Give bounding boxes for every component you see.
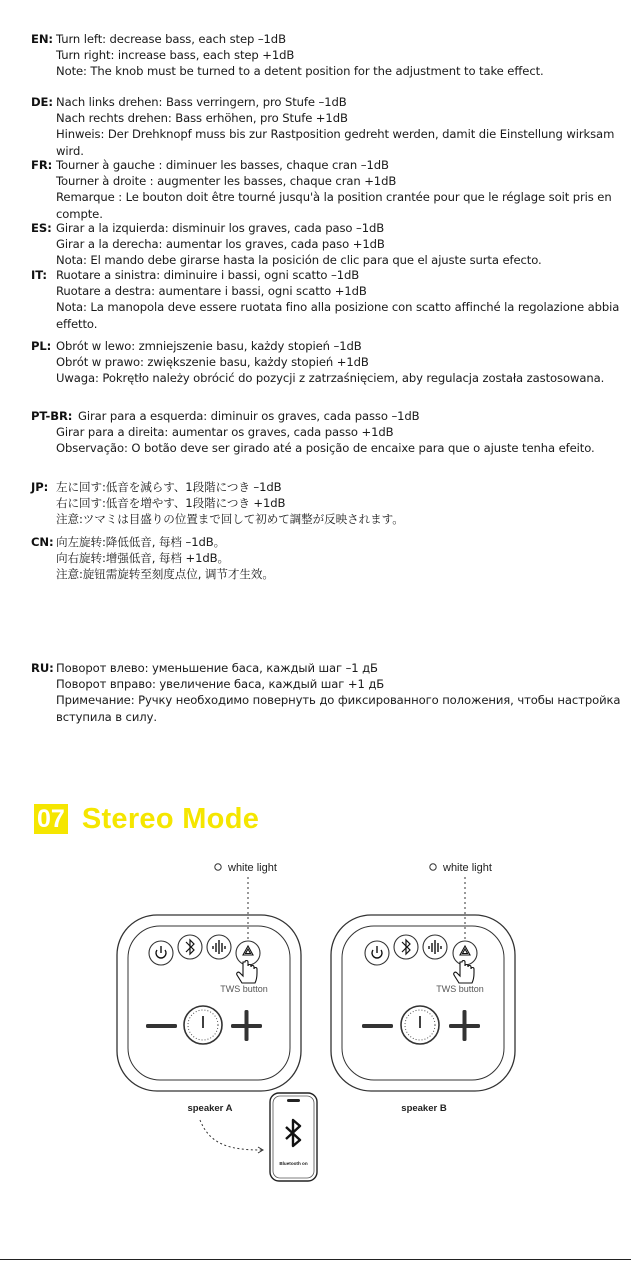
tws-label: TWS button xyxy=(220,984,268,994)
instruction-line: Tourner à droite : augmenter les basses, chaque cran +1dB xyxy=(56,174,397,189)
lang-block-cn xyxy=(32,534,622,583)
stereo-mode-diagram xyxy=(0,850,631,1190)
lang-block-fr xyxy=(32,157,622,222)
instruction-line: Ruotare a destra: aumentare i bassi, ogni scatto +1dB xyxy=(56,284,367,299)
lang-block-pt-br xyxy=(32,408,622,457)
light-indicator-a xyxy=(215,862,277,874)
lang-code: RU: xyxy=(31,661,54,675)
instruction-line: Nota: El mando debe girarse hasta la posición de clic para que el ajuste surta efecto. xyxy=(56,253,542,268)
instruction-line: Note: The knob must be turned to a detent position for the adjustment to take effect. xyxy=(56,64,544,79)
instruction-line: Turn left: decrease bass, each step –1dB xyxy=(56,32,286,46)
lang-code: JP: xyxy=(31,480,49,494)
bluetooth-icon xyxy=(178,935,202,959)
speaker-b-label: speaker B xyxy=(401,1103,447,1114)
lang-block-en xyxy=(32,31,622,80)
volume-knob xyxy=(184,1006,222,1044)
lang-code: PL: xyxy=(31,339,52,353)
tws-label: TWS button xyxy=(436,984,484,994)
volume-knob xyxy=(401,1006,439,1044)
phone xyxy=(270,1093,317,1181)
speaker-a xyxy=(117,877,301,1091)
instruction-line: 注意:ツマミは目盛りの位置まで回して初めて調整が反映されます。 xyxy=(56,512,404,527)
lang-block-it xyxy=(32,267,622,332)
instruction-line: Примечание: Ручку необходимо повернуть до фиксированного положения, чтобы настройка вступила в силу. xyxy=(56,693,621,724)
lang-code: EN: xyxy=(31,32,53,46)
lang-code: DE: xyxy=(31,95,53,109)
instruction-line: Observação: O botão deve ser girado até a posição de encaixe para que o ajuste tenha efeito. xyxy=(56,441,595,456)
instruction-line: Поворот вправо: увеличение баса, каждый шаг +1 дБ xyxy=(56,677,385,692)
instruction-line: 右に回す:低音を増やす、1段階につき +1dB xyxy=(56,496,286,511)
light-label: white light xyxy=(228,862,277,874)
lang-code: ES: xyxy=(31,221,52,235)
bottom-rule xyxy=(0,1259,631,1260)
section-title: Stereo Mode xyxy=(81,802,260,835)
instruction-line: Поворот влево: уменьшение баса, каждый шаг –1 дБ xyxy=(56,661,378,675)
instruction-line: Hinweis: Der Drehknopf muss bis zur Rastposition gedreht werden, damit die Einstellung wirksam wird. xyxy=(56,127,615,158)
light-label: white light xyxy=(443,862,492,874)
lang-block-de xyxy=(32,94,622,159)
instruction-line: Turn right: increase bass, each step +1dB xyxy=(56,48,295,63)
lang-code: PT-BR: xyxy=(31,409,73,423)
lang-code: CN: xyxy=(31,535,54,549)
instruction-line: Nach links drehen: Bass verringern, pro Stufe –1dB xyxy=(56,95,347,109)
instruction-line: Girar para a esquerda: diminuir os graves, cada passo –1dB xyxy=(78,409,420,423)
instruction-line: 向右旋转:增强低音, 每档 +1dB。 xyxy=(56,551,229,566)
eq-icon xyxy=(423,935,447,959)
instruction-line: Nota: La manopola deve essere ruotata fino alla posizione con scatto affinché la regolazione abbia effetto. xyxy=(56,300,620,331)
instruction-line: Girar a la derecha: aumentar los graves, cada paso +1dB xyxy=(56,237,385,252)
instruction-line: Nach rechts drehen: Bass erhöhen, pro Stufe +1dB xyxy=(56,111,348,126)
eq-icon xyxy=(207,935,231,959)
section-number: 07 xyxy=(34,804,68,834)
minus-icon xyxy=(362,1024,393,1028)
lang-block-jp xyxy=(32,479,622,528)
instruction-line: 左に回す:低音を減らす、1段階につき –1dB xyxy=(56,480,282,494)
section-header xyxy=(34,803,259,835)
minus-icon xyxy=(146,1024,177,1028)
instruction-line: Uwaga: Pokrętło należy obrócić do pozycji z zatrzaśnięciem, aby regulacja została zastosowana. xyxy=(56,371,605,386)
speaker-a-label: speaker A xyxy=(187,1103,233,1114)
lang-code: IT: xyxy=(31,268,47,282)
instruction-line: Remarque : Le bouton doit être tourné jusqu'à la position crantée pour que le réglage soit pris en compte. xyxy=(56,190,612,221)
instruction-line: Obrót w lewo: zmniejszenie basu, każdy stopień –1dB xyxy=(56,339,362,353)
power-icon xyxy=(365,941,389,965)
power-icon xyxy=(149,941,173,965)
speaker-b xyxy=(331,877,515,1091)
instruction-line: Girar a la izquierda: disminuir los graves, cada paso –1dB xyxy=(56,221,385,235)
lang-block-ru xyxy=(32,660,622,725)
phone-label: Bluetooth on xyxy=(279,1161,308,1166)
bluetooth-icon xyxy=(394,935,418,959)
lang-code: FR: xyxy=(31,158,53,172)
instruction-line: Tourner à gauche : diminuer les basses, chaque cran –1dB xyxy=(56,158,389,172)
instruction-line: Ruotare a sinistra: diminuire i bassi, ogni scatto –1dB xyxy=(56,268,360,282)
instruction-line: Girar para a direita: aumentar os graves, cada passo +1dB xyxy=(56,425,394,440)
instruction-line: 向左旋转:降低低音, 每档 –1dB。 xyxy=(56,535,226,549)
instruction-line: Obrót w prawo: zwiększenie basu, każdy stopień +1dB xyxy=(56,355,369,370)
light-indicator-b xyxy=(430,862,492,874)
lang-block-es xyxy=(32,220,622,269)
plus-icon xyxy=(449,1010,480,1041)
connection-arrow xyxy=(200,1120,262,1150)
plus-icon xyxy=(231,1010,262,1041)
lang-block-pl xyxy=(32,338,622,387)
instruction-line: 注意:旋钮需旋转至刻度点位, 调节才生效。 xyxy=(56,567,274,582)
